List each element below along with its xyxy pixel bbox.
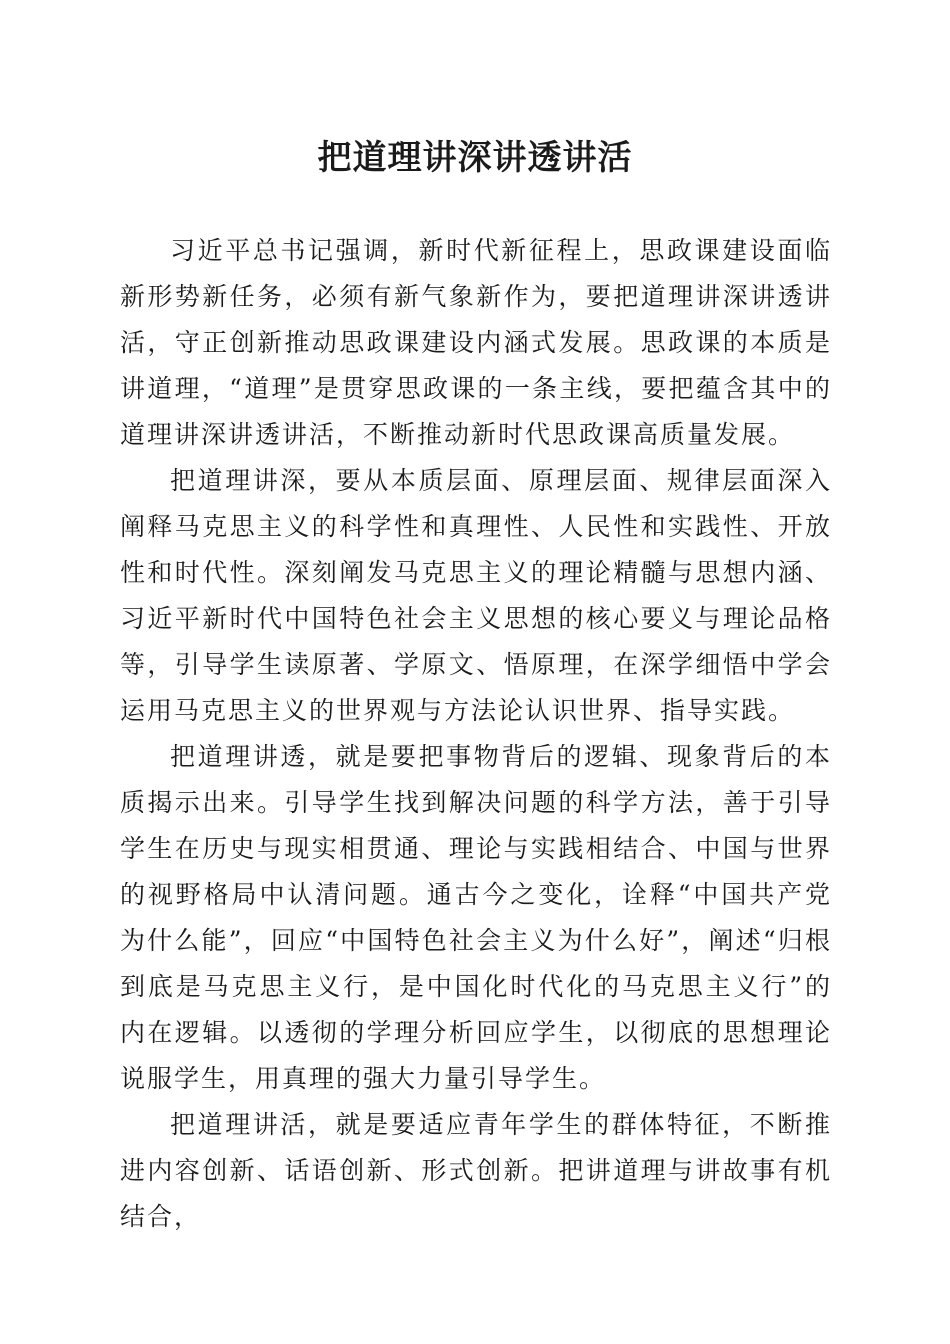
paragraph-thorough: 把道理讲透，就是要把事物背后的逻辑、现象背后的本质揭示出来。引导学生找到解决问题的科学方法，善于引导学生在历史与现实相贯通、理论与实践相结合、中国与世界的视野格局中认清问题。通古今之变化，诠释“中国共产党为什么能”，回应“中国特色社会主义为什么好”，阐述“归根到底是马克思主义行，是中国化时代化的马克思主义行”的内在逻辑。以透彻的学理分析回应学生，以彻底的思想理论说服学生，用真理的强大力量引导学生。 bbox=[120, 742, 832, 1093]
paragraph-lively: 把道理讲活，就是要适应青年学生的群体特征，不断推进内容创新、话语创新、形式创新。把讲道理与讲故事有机结合， bbox=[120, 1110, 832, 1231]
paragraph-intro: 习近平总书记强调，新时代新征程上，思政课建设面临新形势新任务，必须有新气象新作为，要把道理讲深讲透讲活，守正创新推动思政课建设内涵式发展。思政课的本质是讲道理，“道理”是贯穿思政课的一条主线，要把蕴含其中的道理讲深讲透讲活，不断推动新时代思政课高质量发展。 bbox=[120, 236, 832, 449]
document-title: 把道理讲深讲透讲活 bbox=[317, 138, 633, 178]
paragraph-deep: 把道理讲深，要从本质层面、原理层面、规律层面深入阐释马克思主义的科学性和真理性、人民性和实践性、开放性和时代性。深刻阐发马克思主义的理论精髓与思想内涵、习近平新时代中国特色社会主义思想的核心要义与理论品格等，引导学生读原著、学原文、悟原理，在深学细悟中学会运用马克思主义的世界观与方法论认识世界、指导实践。 bbox=[120, 466, 832, 725]
document-body bbox=[120, 228, 832, 1240]
